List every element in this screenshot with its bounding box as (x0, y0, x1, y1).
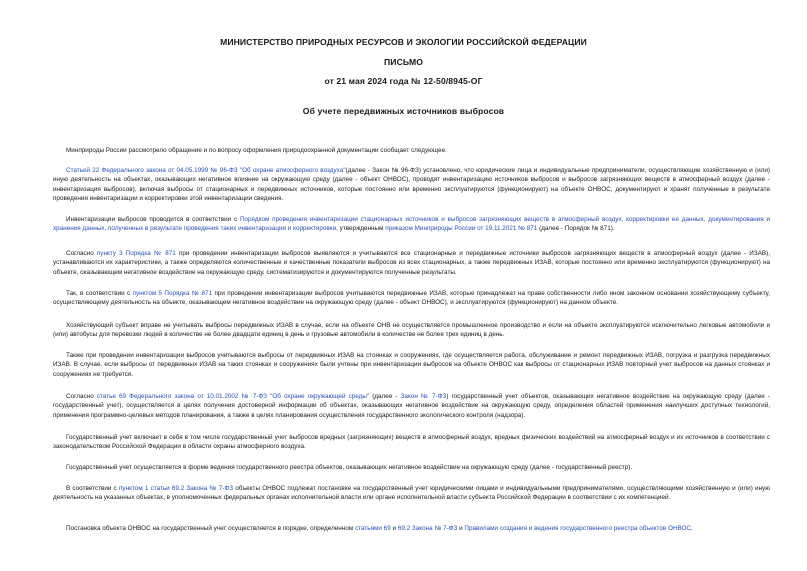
paragraph-6 (53, 321, 770, 340)
article-69-2-item-1-link[interactable]: пунктом 1 статьи 69.2 Закона № 7-ФЗ (119, 485, 234, 492)
paragraph-9 (53, 433, 770, 452)
ministry-heading: МИНИСТЕРСТВО ПРИРОДНЫХ РЕСУРСОВ И ЭКОЛОГИИ РОССИЙСКОЙ ФЕДЕРАЦИИ (220, 37, 587, 47)
paragraph-text: (далее - (369, 393, 401, 400)
inventory-procedure-link[interactable]: Порядком проведения инвентаризации стационарных источников и выбросов загрязняющих веществ в атмосферный воздух, корректировки ее данных, документирования и хранения данных, полученных в результате проведения таких инвентаризации и корректировки (53, 216, 770, 233)
paragraph-text: ) государственный учет объектов, оказывающих негативное воздействие на окружающую среду (далее - государственный учет), осуществляется в целях получения достоверной информации об объектах, оказывающих негативное воздействие на окружающую среду, определения областей применения наилучших доступных технологий, применения программно-целевых методов планирования, а также в целях планирования осуществления государственного экологического контроля (надзора). (53, 393, 770, 419)
article-69-link[interactable]: статьями 69 (354, 525, 391, 532)
paragraph-text: при проведении инвентаризации выбросов учитываются передвижные ИЗАВ, которые принадлежат на праве собственности либо ином законном основании хозяйствующему субъекту, осуществляющему деятельность на объекте, оказывающем негативное воздействие на окружающую среду (далее - объект ОНВОС), и эксплуатируются (функционируют) на данном объекте. (53, 290, 770, 307)
paragraph-text: и (457, 525, 465, 532)
paragraph-text: Согласно (66, 393, 97, 400)
paragraph-text: Инвентаризации выбросов проводится в соответствии с (66, 216, 240, 223)
paragraph-7 (53, 351, 770, 379)
registry-rules-link[interactable]: Правилами создания и ведения государственного реестра объектов ОНВОС, (464, 525, 693, 532)
paragraph-text: объекты ОНВОС подлежат постановке на государственный учет юридическими лицами и индивидуальными предпринимателями, осуществляющими хозяйственную и (или) иную деятельность на указанных объектах, в уполномоченных федеральных органах исполнительной власти или органе исполнительной власти субъекта Российской Федерации в соответствии с их компетенцией. (53, 485, 770, 502)
law-7-fz-link[interactable]: Закон № 7-ФЗ (400, 393, 447, 400)
paragraph-text: Хозяйствующий субъект вправе не учитывать выбросы передвижных ИЗАВ в случае, если на объекте ОНВ не осуществляется промышленное производство и если на объекте эксплуатируются исключительно легковые автомобили и (или) автобусы для перевозки людей в количестве не более двадцати единиц в день и грузовые автомобили в количестве не более трех единиц в день. (53, 322, 770, 339)
document-date-number: от 21 мая 2024 года № 12-50/8945-ОГ (324, 76, 483, 86)
paragraph-10 (53, 463, 770, 472)
paragraph-8 (53, 392, 770, 420)
paragraph-text: при проведении инвентаризации выбросов выявляются и учитываются все стационарные и передвижные источники выбросов загрязняющих веществ в атмосферный воздух (далее - ИЗАВ), устанавливаются их характеристики, а также определяются количественные и качественные показатели выбросов из всех стационарных, а также передвижных ИЗАВ, которые постоянно или временно эксплуатируются (функционируют) на объекте, оказывающем негативное воздействие на окружающую среду, систематизируются и документируются полученные результаты. (53, 250, 770, 276)
paragraph-3 (53, 215, 770, 234)
document-subject: Об учете передвижных источников выбросов (302, 106, 505, 116)
paragraph-2 (53, 166, 770, 204)
document-type: ПИСЬМО (384, 57, 423, 67)
paragraph-text: Минприроды России рассмотрело обращение и по вопросу оформления природоохранной документации сообщает следующее. (66, 147, 447, 154)
paragraph-text: Постановка объекта ОНВОС на государственный учет осуществляется в порядке, определенном (66, 525, 355, 532)
procedure-item-5-link[interactable]: пунктом 5 Порядка № 871 (132, 290, 213, 297)
paragraph-text: и (390, 525, 398, 532)
paragraph-11 (53, 484, 770, 503)
paragraph-text: Согласно (66, 250, 97, 257)
paragraph-text: Также при проведении инвентаризации выбросов учитываются выбросы от передвижных ИЗАВ на стоянках и сооружениях, где осуществляется работа, обслуживание и ремонт передвижных ИЗАВ, погрузка и разгрузка передвижных ИЗАВ. В случае, если выбросы от передвижных ИЗАВ на таких стоянках и сооружениях были учтены при инвентаризации выбросов на объекте ОНВОС как выбросы от стационарных ИЗАВ повторный учет выбросов на данных стоянках и сооружениях не требуется. (53, 352, 770, 378)
paragraph-1 (53, 146, 770, 155)
paragraph-text: Государственный учет включает в себя в том числе государственный учет выбросов вредных (загрязняющих) веществ в атмосферный воздух, вредных физических воздействий на атмосферный воздух и их источников в соответствии с законодательством Российской Федерации в области охраны атмосферного воздуха. (53, 434, 770, 451)
paragraph-text: (далее - Порядок № 871). (537, 225, 615, 233)
procedure-item-3-link[interactable]: пункту 3 Порядка № 871 (96, 250, 176, 257)
paragraph-12 (53, 524, 770, 533)
paragraph-text: , утвержденным (336, 225, 386, 233)
law-7-fz-article-69-link[interactable]: статье 69 Федерального закона от 10.01.2002 № 7-ФЗ "Об охране окружающей среды" (96, 393, 370, 400)
paragraph-text: Так, в соответствии с (66, 290, 133, 297)
paragraph-text: В соответствии с (66, 485, 119, 492)
article-69-2-link[interactable]: 69.2 Закона № 7-ФЗ (397, 525, 458, 532)
paragraph-text: Государственный учет осуществляется в форме ведения государственного реестра объектов, оказывающих негативное воздействие на окружающую среду (далее - государственный реестр). (66, 464, 633, 471)
order-871-link[interactable]: приказом Минприроды России от 19.11.2021 № 871 (385, 225, 538, 233)
law-96-fz-link[interactable]: Статьей 22 Федерального закона от 04.05.1999 № 96-ФЗ "Об охране атмосферного воздуха" (66, 167, 346, 174)
paragraph-5 (53, 289, 770, 308)
paragraph-4 (53, 249, 770, 277)
paragraph-text: (далее - Закон № 96-ФЗ) установлено, что юридические лица и индивидуальные предприниматели, осуществляющие хозяйственную и (или) иную деятельность на объектах, оказывающих негативное влияние на окружающую среду (далее - объект ОНВОС), проводят инвентаризацию источников выбросов и выбросов загрязняющих веществ в атмосферный воздух (далее - инвентаризация выбросов), включая выбросы от стационарных и передвижных источников, которые постоянно или временно эксплуатируются (функционируют) на объекте ОНВОС, документируют и хранят полученные в результате проведения инвентаризации и корректировки этой инвентаризации сведения. (53, 167, 770, 203)
